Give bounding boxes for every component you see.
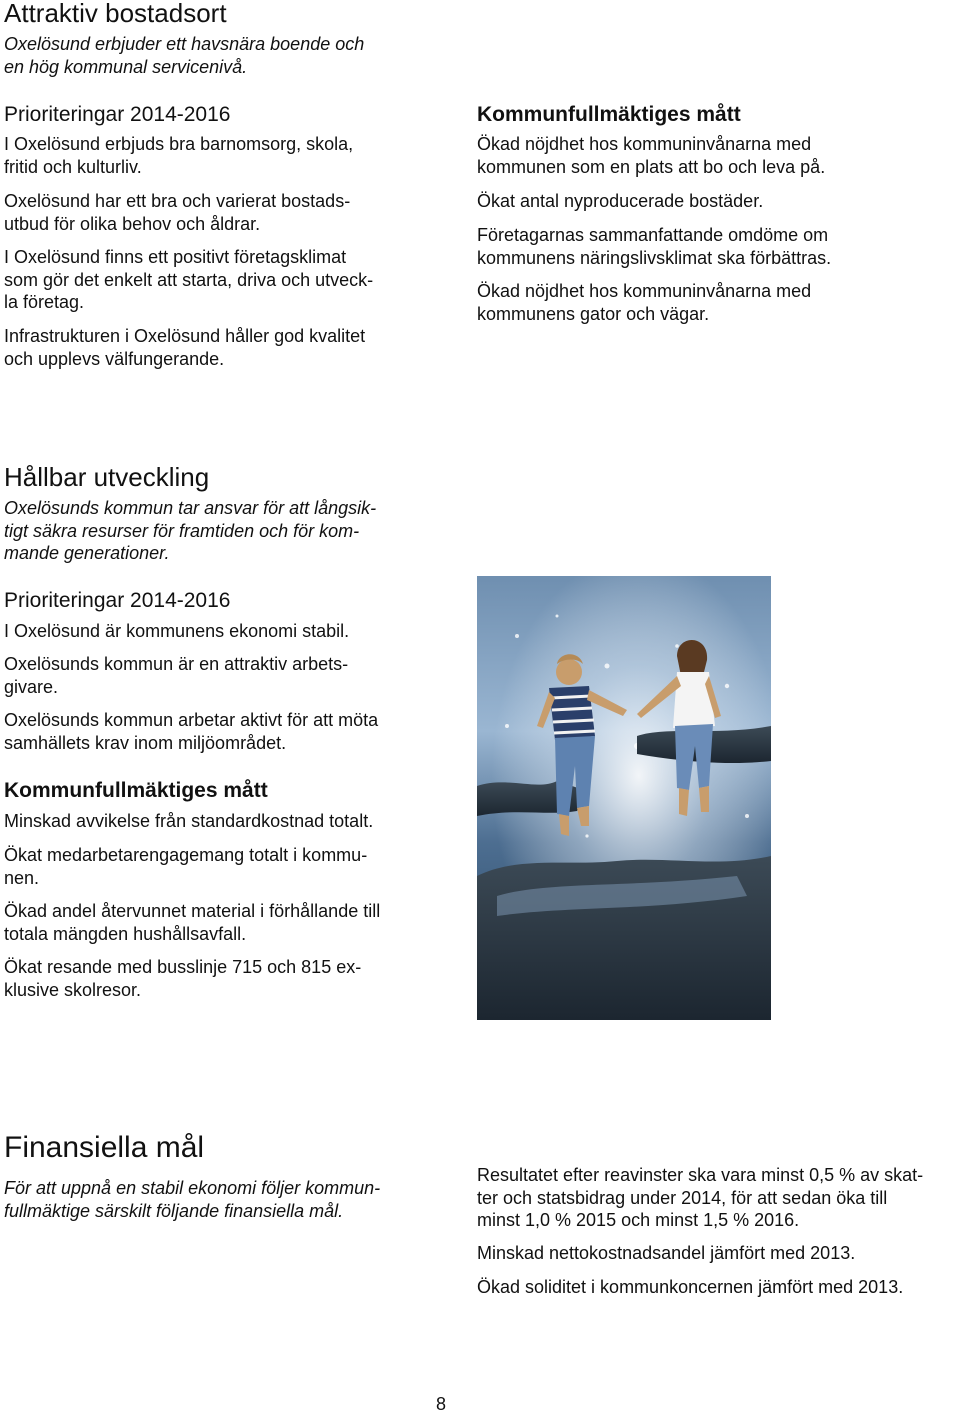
section2-lead: Oxelösunds kommun tar ansvar för att långsik- tigt säkra resurser för framtiden och för kom- mande generationer. [4, 498, 377, 563]
section2-title: Hållbar utveckling [4, 462, 210, 492]
page-number: 8 [436, 1394, 447, 1414]
section2-measure-2: Ökat medarbetarengagemang totalt i kommu- nen. [4, 845, 368, 888]
section1-priority-2: Oxelösund har ett bra och varierat bostads- utbud för olika behov och åldrar. [4, 191, 351, 234]
section1-priority-4: Infrastrukturen i Oxelösund håller god kvalitet och upplevs välfungerande. [4, 326, 366, 369]
section1-measure-3: Företagarnas sammanfattande omdöme om kommunens näringslivsklimat ska förbättras. [477, 225, 832, 268]
sea-photo-illustration [477, 576, 771, 1020]
section3-goal-3: Ökad soliditet i kommunkoncernen jämfört med 2013. [477, 1277, 904, 1297]
section2-priority-2: Oxelösunds kommun är en attraktiv arbets- givare. [4, 654, 349, 697]
section1-lead: Oxelösund erbjuder ett havsnära boende och en hög kommunal servicenivå. [4, 34, 365, 77]
section2-priority-3: Oxelösunds kommun arbetar aktivt för att möta samhällets krav inom miljöområdet. [4, 710, 379, 753]
section1-measure-4: Ökad nöjdhet hos kommuninvånarna med kommunens gator och vägar. [477, 281, 812, 324]
section3-title: Finansiella mål [4, 1131, 205, 1164]
section2-measure-1: Minskad avvikelse från standardkostnad totalt. [4, 811, 374, 831]
section1-priorities-heading: Prioriteringar 2014-2016 [4, 103, 231, 126]
section2-measure-3: Ökad andel återvunnet material i förhållande till totala mängden hushållsavfall. [4, 901, 381, 944]
section3-goal-2: Minskad nettokostnadsandel jämfört med 2013. [477, 1243, 856, 1263]
section1-priority-3: I Oxelösund finns ett positivt företagsklimat som gör det enkelt att starta, driva och utveck- la företag. [4, 247, 374, 312]
section1-title: Attraktiv bostadsort [4, 0, 227, 28]
section2-measures-heading: Kommunfullmäktiges mått [4, 779, 268, 802]
section3-lead: För att uppnå en stabil ekonomi följer kommun- fullmäktige särskilt följande finansiella mål. [4, 1178, 381, 1221]
section1-measure-2: Ökat antal nyproducerade bostäder. [477, 191, 764, 211]
section3-goal-1: Resultatet efter reavinster ska vara minst 0,5 % av skat- ter och statsbidrag under 2014, för att sedan öka till minst 1,0 % 2015 och minst 1,5 % 2016. [477, 1165, 924, 1230]
photo-women-walking-by-sea [477, 576, 771, 1020]
section1-measures-heading: Kommunfullmäktiges mått [477, 103, 741, 126]
section2-measure-4: Ökat resande med busslinje 715 och 815 ex- klusive skolresor. [4, 957, 362, 1000]
section2-priorities-heading: Prioriteringar 2014-2016 [4, 589, 231, 612]
section2-priority-1: I Oxelösund är kommunens ekonomi stabil. [4, 621, 350, 641]
section1-priority-1: I Oxelösund erbjuds bra barnomsorg, skola, fritid och kulturliv. [4, 134, 354, 177]
section1-measure-1: Ökad nöjdhet hos kommuninvånarna med kommunen som en plats att bo och leva på. [477, 134, 826, 177]
